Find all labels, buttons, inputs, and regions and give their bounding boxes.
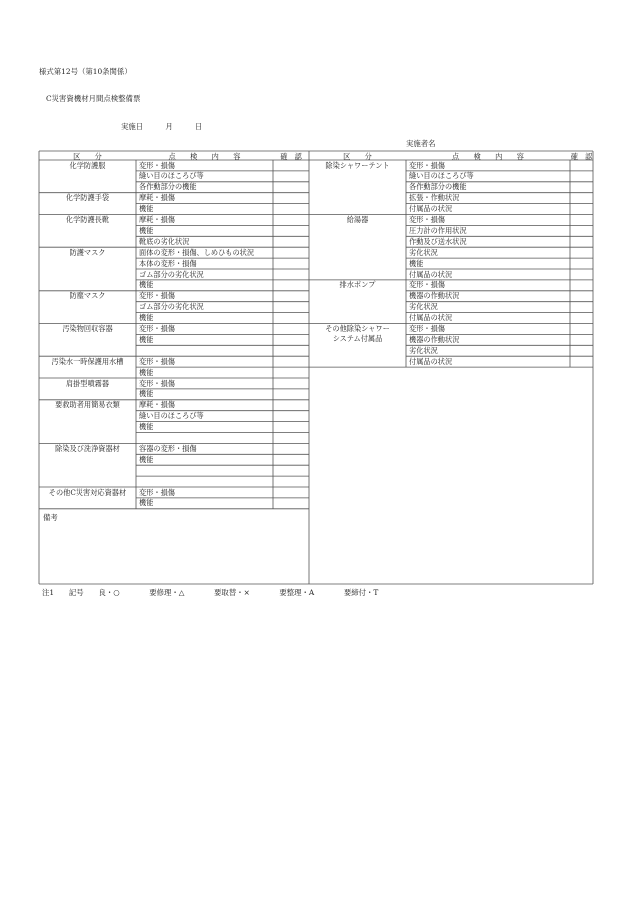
left-category-label: 除染及び洗浄資器材 bbox=[55, 443, 120, 453]
left-inspection-item: 摩耗・損傷 bbox=[139, 193, 175, 203]
right-category-label: 除染シャワーテント bbox=[325, 160, 390, 170]
right-column-header: 点 検 内 容 bbox=[452, 151, 524, 161]
left-inspection-item: 縫い目のほころび等 bbox=[139, 411, 204, 421]
remarks-label: 備考 bbox=[43, 513, 58, 522]
left-inspection-item: 機能 bbox=[139, 313, 154, 323]
right-inspection-item: 付属品の状況 bbox=[409, 356, 453, 366]
right-inspection-item: 変形・損傷 bbox=[409, 160, 445, 170]
left-category-label: 化学防護長靴 bbox=[65, 215, 110, 224]
left-inspection-item: 摩耗・損傷 bbox=[139, 400, 175, 410]
right-category-label: 排水ポンプ bbox=[339, 280, 376, 290]
left-category-label: 防塵マスク bbox=[69, 291, 106, 301]
right-inspection-item: 付属品の状況 bbox=[409, 204, 453, 214]
left-inspection-item: ゴム部分の劣化状況 bbox=[139, 269, 204, 279]
left-inspection-item: 変形・損傷 bbox=[139, 291, 175, 301]
left-category-label: 化学防護服 bbox=[69, 160, 106, 170]
left-category-label: その他C災害対応資器材 bbox=[48, 487, 127, 497]
left-category-label: 防護マスク bbox=[69, 247, 106, 257]
left-inspection-item: 各作動部分の機能 bbox=[139, 182, 197, 192]
left-inspection-item: 機能 bbox=[139, 280, 154, 290]
left-column-header: 点 検 内 容 bbox=[168, 151, 241, 161]
right-inspection-item: 劣化状況 bbox=[409, 247, 438, 257]
right-inspection-item: 変形・損傷 bbox=[409, 215, 445, 224]
form-title: C災害資機材月間点検整備票 bbox=[46, 94, 141, 103]
right-inspection-item: 劣化状況 bbox=[409, 345, 438, 355]
right-inspection-item: 作動及び送水状況 bbox=[409, 236, 467, 246]
right-inspection-item: 劣化状況 bbox=[409, 302, 438, 312]
inspector-name-label: 実施者名 bbox=[406, 139, 436, 148]
right-inspection-item: 機器の作動状況 bbox=[409, 334, 460, 344]
left-inspection-item: 本体の変形・損傷 bbox=[139, 258, 197, 268]
left-column-header: 区 分 bbox=[73, 151, 102, 161]
right-inspection-item: 付属品の状況 bbox=[409, 313, 453, 323]
legend-footnote: 注1 記号 良・○ 要修理・△ 要取替・× 要整理・A 要締付・T bbox=[42, 588, 379, 597]
right-category-label: システム付属品 bbox=[332, 334, 383, 343]
right-inspection-item: 変形・損傷 bbox=[409, 280, 445, 290]
right-inspection-item: 機器の作動状況 bbox=[409, 291, 460, 301]
left-inspection-item: ゴム部分の劣化状況 bbox=[139, 302, 204, 312]
left-inspection-item: 機能 bbox=[139, 422, 154, 432]
left-inspection-item: 変形・損傷 bbox=[139, 324, 175, 333]
left-inspection-item: 機能 bbox=[139, 334, 154, 344]
left-inspection-item: 変形・損傷 bbox=[139, 487, 175, 497]
left-category-label: 汚染水一時保護用水槽 bbox=[51, 356, 124, 366]
left-inspection-item: 変形・損傷 bbox=[139, 160, 175, 170]
right-inspection-item: 付属品の状況 bbox=[409, 269, 453, 279]
left-inspection-item: 機能 bbox=[139, 367, 154, 377]
left-inspection-item: 容器の変形・損傷 bbox=[139, 443, 197, 453]
left-inspection-item: 機能 bbox=[139, 225, 154, 235]
left-inspection-item: 機能 bbox=[139, 498, 154, 508]
left-inspection-item: 変形・損傷 bbox=[139, 356, 175, 366]
right-column-header: 確 認 bbox=[570, 151, 593, 161]
right-inspection-item: 機能 bbox=[409, 258, 424, 268]
left-inspection-item: 面体の変形・損傷、しめひもの状況 bbox=[139, 247, 255, 257]
left-inspection-item: 変形・損傷 bbox=[139, 378, 175, 388]
right-category-label: 給湯器 bbox=[346, 215, 369, 224]
right-column-header: 区 分 bbox=[343, 151, 372, 161]
left-inspection-item: 機能 bbox=[139, 389, 154, 399]
left-column-header: 確 認 bbox=[280, 151, 302, 161]
right-inspection-item: 変形・損傷 bbox=[409, 324, 445, 333]
date-field-label: 実施日 月 日 bbox=[121, 122, 203, 131]
left-inspection-item: 機能 bbox=[139, 204, 154, 214]
right-inspection-item: 拡張・作動状況 bbox=[409, 193, 460, 203]
form-number: 様式第12号（第10条関係） bbox=[39, 67, 132, 76]
left-inspection-item: 摩耗・損傷 bbox=[139, 215, 175, 224]
right-category-label: その他除染シャワー bbox=[325, 324, 390, 333]
left-inspection-item: 機能 bbox=[139, 454, 154, 464]
left-category-label: 肩掛型噴霧器 bbox=[65, 378, 110, 388]
left-category-label: 汚染物回収容器 bbox=[62, 324, 113, 333]
left-inspection-item: 縫い目のほころび等 bbox=[139, 171, 204, 181]
left-category-label: 化学防護手袋 bbox=[65, 193, 110, 203]
left-inspection-item: 靴底の劣化状況 bbox=[139, 236, 190, 246]
right-inspection-item: 圧力計の作用状況 bbox=[409, 225, 467, 235]
right-inspection-item: 各作動部分の機能 bbox=[409, 182, 467, 192]
right-inspection-item: 縫い目のほころび等 bbox=[409, 171, 474, 181]
left-category-label: 要救助者用簡易衣類 bbox=[55, 400, 120, 410]
